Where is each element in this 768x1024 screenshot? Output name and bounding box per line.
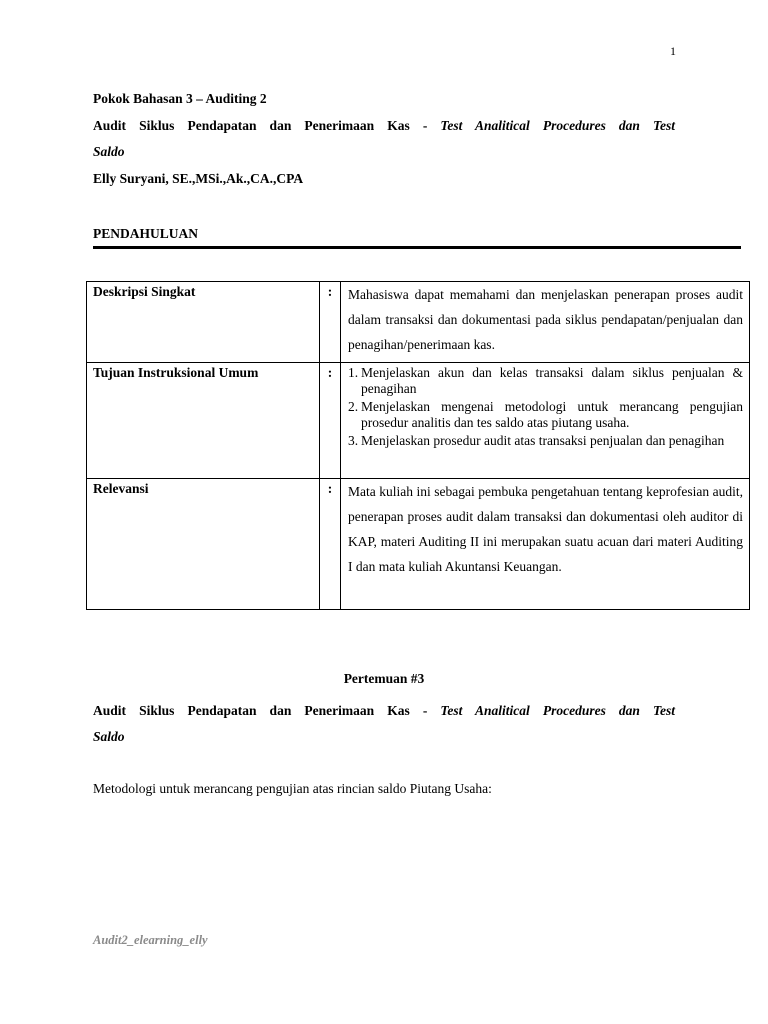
row-colon: :: [320, 479, 341, 610]
meeting-title-regular: Audit Siklus Pendapatan dan Penerimaan Kas -: [93, 703, 441, 718]
list-text: Menjelaskan prosedur audit atas transaksi penjualan dan penagihan: [361, 433, 725, 448]
document-title-italic-2: Saldo: [93, 144, 125, 159]
list-number: 1.: [348, 365, 359, 380]
description-text: Mata kuliah ini sebagai pembuka pengetahuan tentang keprofesian audit, penerapan proses audit dalam transaksi dan dokumentasi oleh auditor di KAP, materi Auditing II ini merupakan suatu acuan dari materi Auditing I dan mata kuliah Akuntansi Keuangan.: [348, 484, 743, 574]
meeting-title-italic-2: Saldo: [93, 729, 125, 744]
list-text: Menjelaskan akun dan kelas transaksi dalam siklus penjualan & penagihan: [361, 365, 743, 396]
meeting-title-continued: [93, 724, 675, 750]
list-number: 2.: [348, 399, 359, 414]
page-number: 1: [670, 44, 676, 58]
row-colon: :: [320, 282, 341, 363]
section-heading: PENDAHULUAN: [93, 226, 199, 241]
course-info-table: [86, 281, 750, 610]
objectives-list: [348, 365, 743, 449]
description-text: Mahasiswa dapat memahami dan menjelaskan penerapan proses audit dalam transaksi dan dokumentasi pada siklus pendapatan/penjualan dan penagihan/penerimaan kas.: [348, 287, 743, 352]
row-label: Relevansi: [87, 479, 320, 610]
table-row: [87, 282, 750, 363]
meeting-heading: Pertemuan #3: [343, 671, 425, 686]
meeting-title-italic: Test Analitical Procedures dan Test: [440, 703, 676, 718]
row-colon: :: [320, 363, 341, 479]
row-description: [341, 282, 750, 363]
list-item: [348, 365, 743, 396]
meeting-title: [93, 698, 675, 724]
body-paragraph: Metodologi untuk merancang pengujian atas rincian saldo Piutang Usaha:: [93, 781, 492, 796]
heading-rule: [93, 246, 741, 249]
row-label: Tujuan Instruksional Umum: [87, 363, 320, 479]
document-title-regular: Audit Siklus Pendapatan dan Penerimaan Kas -: [93, 118, 441, 133]
table-row: [87, 479, 750, 610]
row-label: Deskripsi Singkat: [87, 282, 320, 363]
list-text: Menjelaskan mengenai metodologi untuk merancang pengujian prosedur analitis dan tes saldo atas piutang usaha.: [361, 399, 743, 430]
row-description: [341, 363, 750, 479]
list-item: [348, 399, 743, 430]
document-title-continued: [93, 139, 675, 165]
list-number: 3.: [348, 433, 359, 448]
document-title-italic: Test Analitical Procedures dan Test: [440, 118, 676, 133]
author: Elly Suryani, SE.,MSi.,Ak.,CA.,CPA: [93, 171, 304, 186]
document-title: [93, 113, 675, 139]
footer-text: Audit2_elearning_elly: [93, 933, 208, 947]
row-description: [341, 479, 750, 610]
table-row: [87, 363, 750, 479]
topic-heading: Pokok Bahasan 3 – Auditing 2: [93, 91, 267, 106]
list-item: [348, 433, 743, 449]
